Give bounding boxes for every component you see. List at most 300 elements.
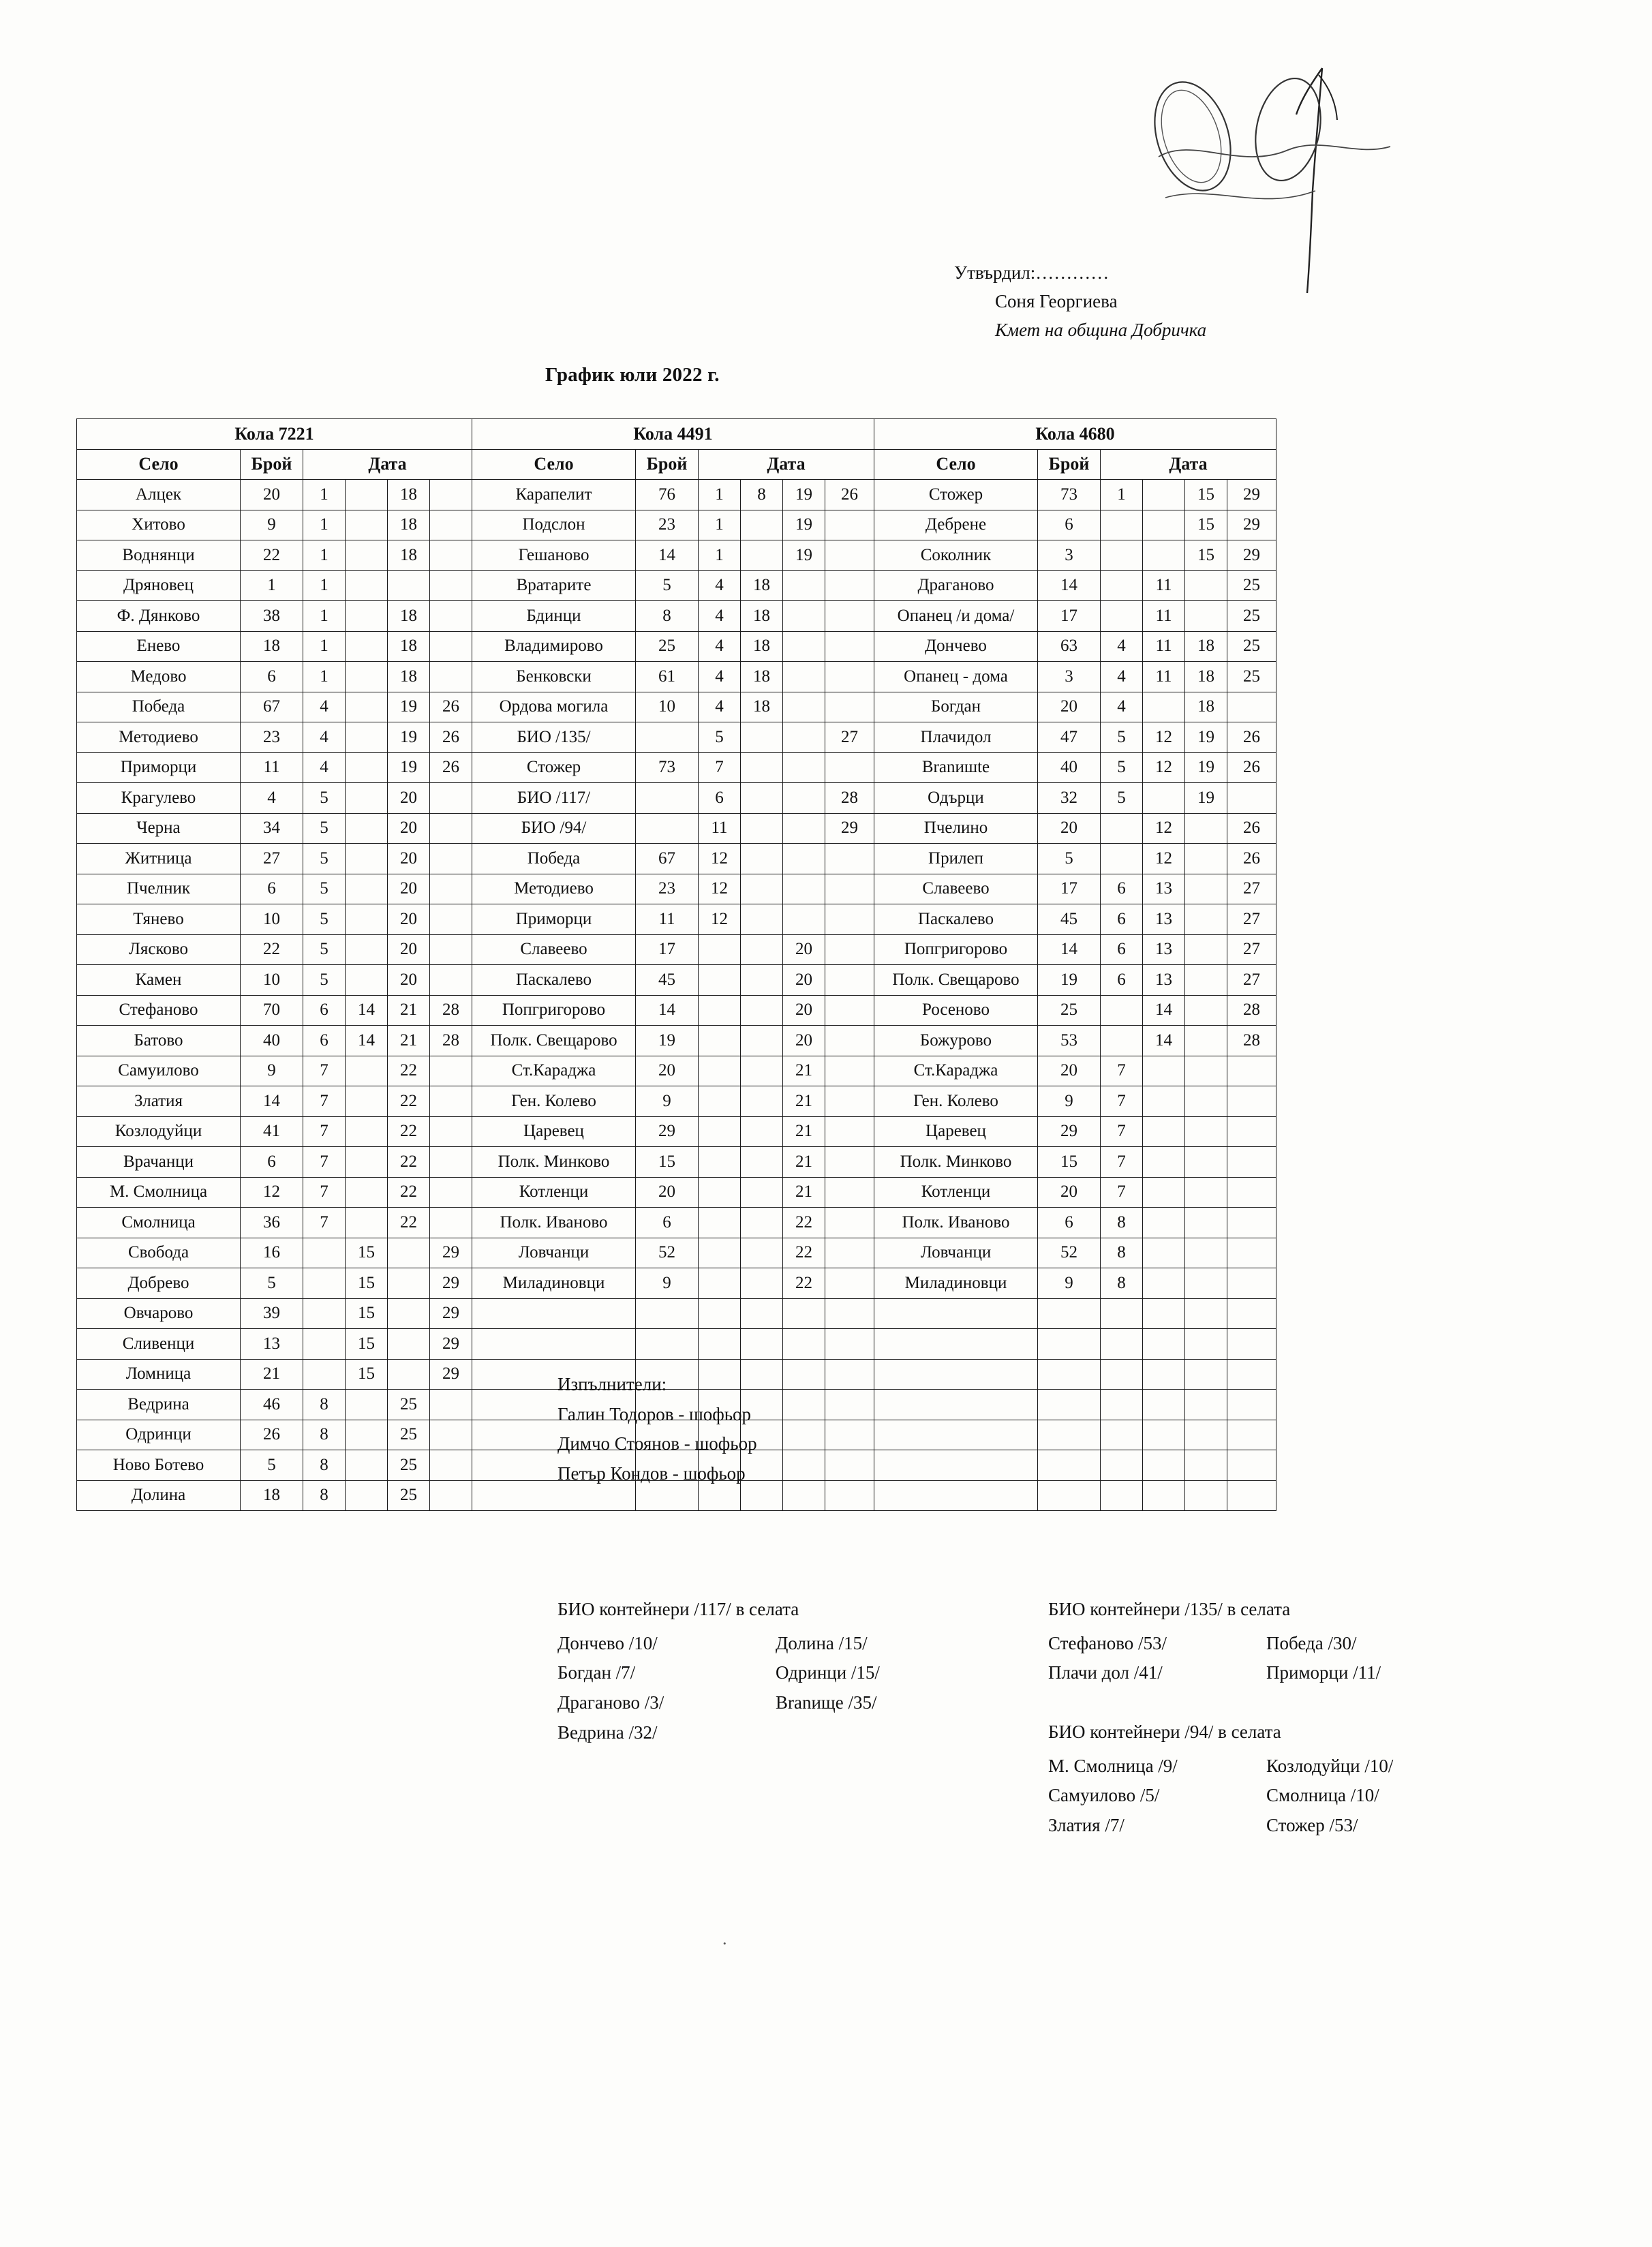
cell-date: 1	[699, 540, 741, 571]
cell-date	[430, 1480, 472, 1511]
cell-date	[1227, 1056, 1276, 1086]
cell-date: 6	[1101, 904, 1143, 935]
cell-date	[303, 1329, 346, 1360]
cell-village: Победа	[472, 844, 636, 874]
empty-cell	[1101, 1450, 1143, 1481]
table-row	[77, 1268, 1276, 1299]
cell-village: Опанец /и дома/	[874, 601, 1038, 632]
cell-date: 1	[699, 480, 741, 510]
cell-count: 3	[1038, 540, 1101, 571]
empty-cell	[1038, 1329, 1101, 1360]
cell-date	[783, 752, 825, 783]
cell-count: 25	[1038, 995, 1101, 1026]
cell-date	[1101, 844, 1143, 874]
cell-village: Ордова могила	[472, 692, 636, 722]
cell-date: 22	[388, 1208, 430, 1238]
cell-date	[741, 965, 783, 996]
cell-village: Миладиновци	[472, 1268, 636, 1299]
empty-cell	[1227, 1390, 1276, 1420]
cell-date: 12	[699, 874, 741, 904]
table-row	[77, 1238, 1276, 1268]
table-row	[77, 510, 1276, 540]
cell-count: 26	[241, 1420, 303, 1450]
cell-count: 20	[636, 1177, 699, 1208]
empty-cell	[874, 1390, 1038, 1420]
cell-village: Прилеп	[874, 844, 1038, 874]
cell-count: 5	[1038, 844, 1101, 874]
cell-date: 21	[783, 1147, 825, 1178]
empty-cell	[874, 1329, 1038, 1360]
cell-date: 5	[303, 874, 346, 904]
cell-date	[346, 783, 388, 814]
cell-date: 26	[1227, 844, 1276, 874]
cell-village: Славеево	[874, 874, 1038, 904]
cell-date: 21	[783, 1177, 825, 1208]
cell-date: 4	[1101, 631, 1143, 662]
cell-village: Алцек	[77, 480, 241, 510]
empty-cell	[1038, 1359, 1101, 1390]
cell-date: 12	[1143, 813, 1185, 844]
cell-date: 22	[783, 1268, 825, 1299]
empty-cell	[825, 1298, 874, 1329]
cell-date	[430, 1177, 472, 1208]
cell-date	[346, 1420, 388, 1450]
cell-date: 4	[699, 631, 741, 662]
cell-date: 11	[1143, 631, 1185, 662]
cell-village: Ново Ботево	[77, 1450, 241, 1481]
cell-date: 4	[303, 722, 346, 753]
cell-count: 10	[241, 904, 303, 935]
cell-date	[346, 1208, 388, 1238]
bio-item: Козлодуйци /10/	[1266, 1755, 1394, 1776]
cell-village: Бенковски	[472, 662, 636, 692]
bio-item: Драганово /3/	[557, 1692, 664, 1713]
cell-date: 5	[699, 722, 741, 753]
cell-date	[741, 1116, 783, 1147]
cell-date: 6	[1101, 874, 1143, 904]
cell-date: 28	[430, 995, 472, 1026]
cell-date	[783, 813, 825, 844]
cell-date	[1143, 1056, 1185, 1086]
cell-date	[430, 1208, 472, 1238]
cell-count: 9	[1038, 1268, 1101, 1299]
cell-village: Приморци	[77, 752, 241, 783]
cell-date: 7	[1101, 1147, 1143, 1178]
performer-line: Галин Тодоров - шофьор	[557, 1403, 752, 1424]
cell-date: 29	[430, 1238, 472, 1268]
cell-date: 8	[1101, 1268, 1143, 1299]
empty-cell	[874, 1359, 1038, 1390]
empty-cell	[1143, 1420, 1185, 1450]
cell-date: 20	[783, 995, 825, 1026]
cell-date	[430, 783, 472, 814]
performer-line: Димчо Стоянов - шофьор	[557, 1433, 757, 1454]
cell-date: 7	[1101, 1086, 1143, 1117]
cell-date: 18	[741, 601, 783, 632]
cell-date	[699, 1056, 741, 1086]
cell-date: 27	[1227, 934, 1276, 965]
cell-date	[1185, 1116, 1227, 1147]
cell-village: Методиево	[472, 874, 636, 904]
cell-date	[430, 934, 472, 965]
cell-count: 23	[636, 510, 699, 540]
cell-date	[346, 722, 388, 753]
cell-village: Ведрина	[77, 1390, 241, 1420]
cell-date: 7	[303, 1086, 346, 1117]
cell-date	[825, 1147, 874, 1178]
cell-date: 5	[303, 934, 346, 965]
cell-count: 41	[241, 1116, 303, 1147]
cell-village: Драганово	[874, 570, 1038, 601]
cell-village: Одърци	[874, 783, 1038, 814]
cell-village: Сливенци	[77, 1329, 241, 1360]
cell-date	[430, 1056, 472, 1086]
cell-count: 12	[241, 1177, 303, 1208]
cell-date: 14	[1143, 1026, 1185, 1056]
cell-date: 21	[388, 995, 430, 1026]
cell-count: 67	[241, 692, 303, 722]
cell-village: Козлодуйци	[77, 1116, 241, 1147]
empty-cell	[783, 1359, 825, 1390]
cell-date: 8	[303, 1390, 346, 1420]
cell-date	[741, 1026, 783, 1056]
cell-date: 29	[1227, 540, 1276, 571]
cell-date	[346, 540, 388, 571]
cell-village: Ловчанци	[472, 1238, 636, 1268]
cell-village: Паскалево	[472, 965, 636, 996]
cell-count: 11	[636, 904, 699, 935]
bio-item: Богдан /7/	[557, 1662, 636, 1683]
cell-date	[1227, 692, 1276, 722]
cell-date: 26	[430, 722, 472, 753]
cell-date	[346, 1116, 388, 1147]
cell-count: 14	[1038, 570, 1101, 601]
cell-count: 11	[241, 752, 303, 783]
cell-date: 19	[1185, 783, 1227, 814]
empty-cell	[1143, 1480, 1185, 1511]
cell-date	[1185, 1147, 1227, 1178]
cell-date	[741, 995, 783, 1026]
cell-date: 27	[1227, 965, 1276, 996]
cell-date: 27	[1227, 904, 1276, 935]
bio-item: Победа /30/	[1266, 1632, 1357, 1653]
cell-count: 19	[636, 1026, 699, 1056]
cell-date	[346, 631, 388, 662]
cell-date	[346, 813, 388, 844]
cell-date	[430, 1086, 472, 1117]
cell-date: 8	[303, 1480, 346, 1511]
cell-count: 9	[241, 510, 303, 540]
cell-count: 18	[241, 1480, 303, 1511]
cell-date	[699, 1116, 741, 1147]
cell-count: 61	[636, 662, 699, 692]
cell-date	[783, 722, 825, 753]
cell-date	[699, 934, 741, 965]
cell-date	[741, 1208, 783, 1238]
cell-date: 28	[825, 783, 874, 814]
table-row	[77, 692, 1276, 722]
table-row	[77, 874, 1276, 904]
table-row	[77, 570, 1276, 601]
cell-village: М. Смолница	[77, 1177, 241, 1208]
cell-village: Карапелит	[472, 480, 636, 510]
cell-village: Ломница	[77, 1359, 241, 1390]
cell-village: Черна	[77, 813, 241, 844]
empty-cell	[783, 1329, 825, 1360]
cell-date: 1	[303, 510, 346, 540]
empty-cell	[1038, 1420, 1101, 1450]
cell-date: 27	[1227, 874, 1276, 904]
cell-date	[430, 510, 472, 540]
table-row	[77, 783, 1276, 814]
cell-date	[346, 1147, 388, 1178]
cell-count: 25	[636, 631, 699, 662]
cell-count: 46	[241, 1390, 303, 1420]
cell-date: 18	[388, 662, 430, 692]
cell-village: Дончево	[874, 631, 1038, 662]
cell-date: 8	[1101, 1238, 1143, 1268]
cell-date: 15	[1185, 480, 1227, 510]
cell-village: Воднянци	[77, 540, 241, 571]
empty-cell	[1227, 1450, 1276, 1481]
cell-date: 22	[783, 1208, 825, 1238]
cell-village: Попгригорово	[874, 934, 1038, 965]
empty-cell	[1185, 1298, 1227, 1329]
cell-date: 13	[1143, 965, 1185, 996]
cell-date	[430, 904, 472, 935]
cell-date	[1185, 570, 1227, 601]
cell-count: 9	[636, 1086, 699, 1117]
cell-date	[741, 813, 783, 844]
cell-date: 4	[699, 601, 741, 632]
empty-cell	[1143, 1359, 1185, 1390]
cell-date	[741, 1268, 783, 1299]
cell-date	[741, 783, 783, 814]
cell-village: Батово	[77, 1026, 241, 1056]
cell-date	[1227, 1208, 1276, 1238]
cell-count: 15	[1038, 1147, 1101, 1178]
cell-count: 45	[1038, 904, 1101, 935]
cell-date	[1185, 1268, 1227, 1299]
empty-cell	[1227, 1420, 1276, 1450]
cell-date: 1	[699, 510, 741, 540]
cell-date: 22	[388, 1056, 430, 1086]
cell-date	[346, 844, 388, 874]
cell-count: 39	[241, 1298, 303, 1329]
cell-date	[741, 1177, 783, 1208]
cell-date	[699, 1026, 741, 1056]
cell-count: 14	[241, 1086, 303, 1117]
cell-date	[825, 1177, 874, 1208]
cell-date: 20	[388, 844, 430, 874]
cell-date	[825, 874, 874, 904]
cell-date	[825, 995, 874, 1026]
cell-date: 5	[303, 965, 346, 996]
cell-date	[1185, 934, 1227, 965]
cell-date	[388, 1359, 430, 1390]
cell-date: 18	[388, 480, 430, 510]
performers-block	[557, 1370, 757, 1489]
bio-item: Стожер /53/	[1266, 1815, 1358, 1836]
cell-date: 4	[1101, 692, 1143, 722]
cell-date	[783, 662, 825, 692]
cell-count: 20	[1038, 1056, 1101, 1086]
empty-cell	[825, 1450, 874, 1481]
cell-date: 25	[388, 1450, 430, 1481]
cell-date: 20	[783, 965, 825, 996]
cell-date: 14	[346, 995, 388, 1026]
cell-date	[1143, 1238, 1185, 1268]
cell-date	[825, 752, 874, 783]
empty-cell	[636, 1329, 699, 1360]
cell-date	[783, 601, 825, 632]
cell-village: Соколник	[874, 540, 1038, 571]
col-date-3: Дата	[1101, 449, 1276, 480]
cell-village: Полк. Свещарово	[874, 965, 1038, 996]
cell-date	[1143, 1116, 1185, 1147]
cell-date: 7	[1101, 1056, 1143, 1086]
empty-cell	[1038, 1480, 1101, 1511]
bio-item: М. Смолница /9/	[1048, 1755, 1178, 1776]
cell-village: Лясково	[77, 934, 241, 965]
empty-cell	[1185, 1329, 1227, 1360]
cell-village: БИО /94/	[472, 813, 636, 844]
cell-date	[1143, 1268, 1185, 1299]
cell-date	[388, 570, 430, 601]
cell-village: Житница	[77, 844, 241, 874]
cell-date	[1101, 1026, 1143, 1056]
cell-date	[388, 1238, 430, 1268]
empty-cell	[825, 1480, 874, 1511]
empty-cell	[636, 1298, 699, 1329]
cell-date	[825, 844, 874, 874]
cell-village: Самуилово	[77, 1056, 241, 1086]
cell-date: 6	[699, 783, 741, 814]
cell-count: 19	[1038, 965, 1101, 996]
empty-cell	[783, 1298, 825, 1329]
cell-date	[346, 1056, 388, 1086]
empty-cell	[1185, 1450, 1227, 1481]
cell-count	[636, 783, 699, 814]
cell-date	[1185, 601, 1227, 632]
cell-village: Пчелино	[874, 813, 1038, 844]
cell-count: 29	[1038, 1116, 1101, 1147]
cell-date	[825, 1268, 874, 1299]
cell-village: Славеево	[472, 934, 636, 965]
empty-cell	[1185, 1420, 1227, 1450]
cell-date	[1227, 1268, 1276, 1299]
empty-cell	[874, 1298, 1038, 1329]
cell-count: 32	[1038, 783, 1101, 814]
empty-cell	[1101, 1420, 1143, 1450]
cell-date: 7	[1101, 1177, 1143, 1208]
cell-date: 22	[783, 1238, 825, 1268]
cell-date	[741, 1238, 783, 1268]
col-count-3: Брой	[1038, 449, 1101, 480]
cell-village: Росеново	[874, 995, 1038, 1026]
cell-village: Ген. Колево	[472, 1086, 636, 1117]
empty-cell	[1101, 1480, 1143, 1511]
cell-count: 63	[1038, 631, 1101, 662]
cell-date: 1	[303, 540, 346, 571]
cell-date: 1	[1101, 480, 1143, 510]
cell-date: 5	[303, 813, 346, 844]
cell-date: 1	[303, 631, 346, 662]
table-row	[77, 722, 1276, 753]
table-row	[77, 1026, 1276, 1056]
cell-date	[1101, 570, 1143, 601]
cell-date: 26	[825, 480, 874, 510]
cell-village: Бдинци	[472, 601, 636, 632]
table-row	[77, 844, 1276, 874]
cell-date: 7	[1101, 1116, 1143, 1147]
empty-cell	[1038, 1298, 1101, 1329]
cell-date	[699, 1208, 741, 1238]
cell-village: Полк. Свещарово	[472, 1026, 636, 1056]
cell-count: 14	[636, 540, 699, 571]
cell-date	[1185, 1086, 1227, 1117]
cell-date	[430, 480, 472, 510]
cell-date	[346, 1390, 388, 1420]
cell-village: Вратарите	[472, 570, 636, 601]
cell-date: 26	[430, 752, 472, 783]
cell-village: Дебрене	[874, 510, 1038, 540]
cell-count: 20	[241, 480, 303, 510]
cell-date: 15	[346, 1268, 388, 1299]
bio-item: Ведрина /32/	[557, 1722, 658, 1743]
table-row	[77, 480, 1276, 510]
cell-date: 21	[783, 1086, 825, 1117]
cell-village: Опанец - дома	[874, 662, 1038, 692]
cell-count: 67	[636, 844, 699, 874]
cell-village: Долина	[77, 1480, 241, 1511]
cell-date: 1	[303, 662, 346, 692]
col-date-2: Дата	[699, 449, 874, 480]
cell-village: Камен	[77, 965, 241, 996]
cell-village: Миладиновци	[874, 1268, 1038, 1299]
cell-date	[783, 844, 825, 874]
cell-date: 4	[699, 692, 741, 722]
cell-village: Плачидол	[874, 722, 1038, 753]
table-row	[77, 1208, 1276, 1238]
cell-date	[699, 965, 741, 996]
cell-date: 20	[388, 904, 430, 935]
cell-date	[741, 904, 783, 935]
bio-135-title: БИО контейнери /135/ в селата	[1048, 1599, 1291, 1619]
cell-date: 7	[303, 1208, 346, 1238]
cell-date	[825, 1116, 874, 1147]
cell-date	[741, 874, 783, 904]
cell-date: 19	[388, 692, 430, 722]
cell-date	[825, 692, 874, 722]
cell-date: 5	[303, 783, 346, 814]
table-row	[77, 1116, 1276, 1147]
cell-date	[430, 1147, 472, 1178]
table-row	[77, 1329, 1276, 1360]
cell-date	[1143, 480, 1185, 510]
cell-date: 18	[741, 692, 783, 722]
cell-date: 8	[303, 1420, 346, 1450]
empty-cell	[1227, 1298, 1276, 1329]
cell-date: 1	[303, 601, 346, 632]
cell-date	[430, 1450, 472, 1481]
cell-date: 29	[430, 1298, 472, 1329]
cell-date	[430, 601, 472, 632]
cell-date: 20	[388, 783, 430, 814]
cell-village: Дряновец	[77, 570, 241, 601]
bio-item: Стефаново /53/	[1048, 1632, 1167, 1653]
cell-date	[783, 904, 825, 935]
